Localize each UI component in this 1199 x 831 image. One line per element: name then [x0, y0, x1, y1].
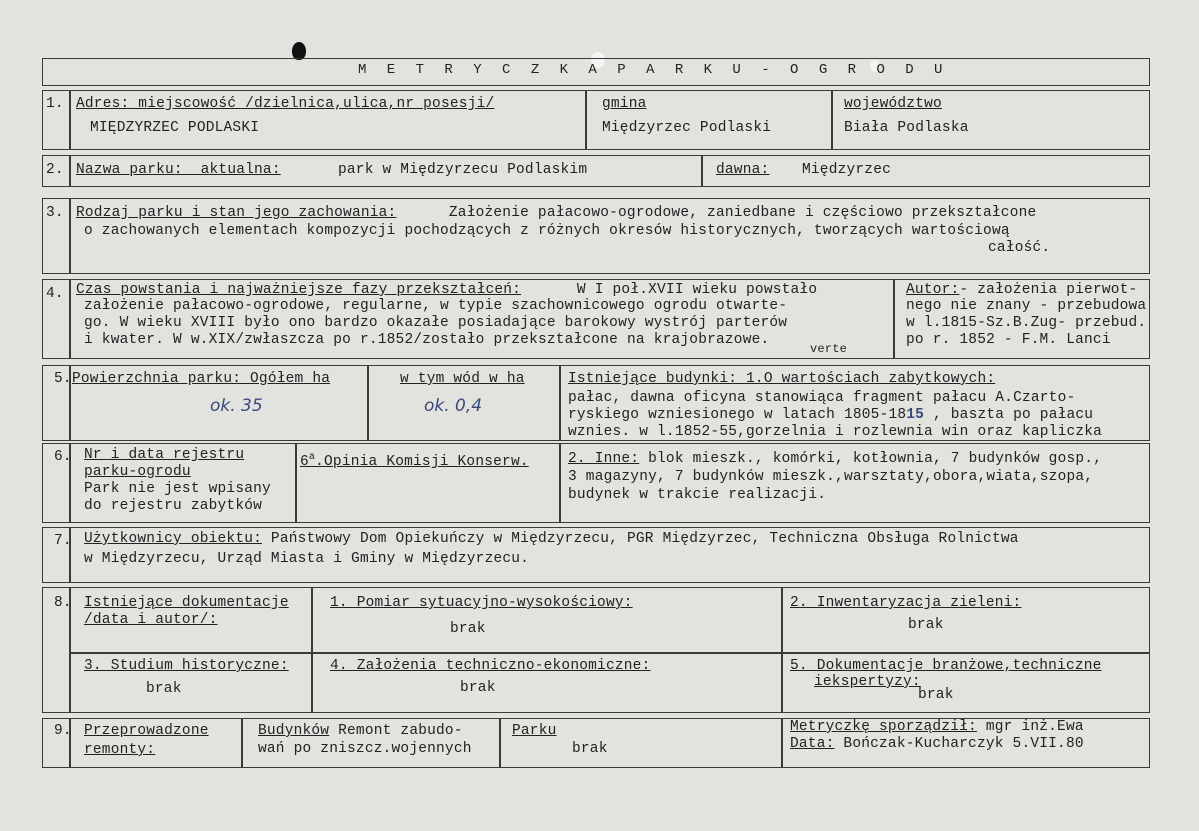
opinion-label-text: .Opinia Komisji Konserw.: [315, 453, 529, 470]
date-label: Data:: [790, 736, 835, 752]
opinion-label: [300, 448, 529, 472]
repairs-park-value: brak: [572, 741, 608, 757]
park-type-label: Rodzaj parku i stan jego zachowania:: [76, 205, 397, 221]
area-value: ok. 35: [210, 396, 263, 416]
registry-value-line2: do rejestru zabytków: [84, 498, 263, 514]
buildings-line2-rest: , baszta po pałacu: [924, 407, 1094, 423]
row9-number: 9.: [54, 723, 72, 739]
other-line1: blok mieszk., komórki, kotłownia, 7 budynków gosp.,: [639, 451, 1103, 467]
registry-label-line2: parku-ogrodu: [84, 464, 191, 480]
row6-number: 6.: [54, 449, 72, 465]
users-line1: [84, 530, 1019, 549]
history-line2: założenie pałacowo-ogrodowe, regularne, w typie szachownicowego ogrodu otwarte-: [84, 298, 788, 314]
row2-number: 2.: [46, 162, 64, 178]
historical-study-label: 3. Studium historyczne:: [84, 658, 289, 674]
former-name-label: dawna:: [716, 162, 770, 178]
repairs-buildings-text: Remont zabudo-: [329, 723, 463, 739]
docs-label-line2: /data i autor/:: [84, 612, 218, 628]
repairs-buildings-line2: wań po zniszcz.wojennych: [258, 741, 472, 757]
author-line2: nego nie znany - przebudowa: [906, 298, 1147, 314]
technical-economic-label: 4. Założenia techniczno-ekonomiczne:: [330, 658, 651, 674]
users-line2: w Międzyrzecu, Urząd Miasta i Gminy w Międzyrzecu.: [84, 551, 530, 567]
author-label-text: Autor:: [906, 282, 960, 298]
repairs-label-line2: remonty:: [84, 742, 156, 758]
repairs-label-line1: Przeprowadzone: [84, 723, 209, 739]
author-line4: po r. 1852 - F.M. Lanci: [906, 332, 1111, 348]
park-type-line3: całość.: [988, 240, 1051, 256]
greenery-value: brak: [908, 617, 944, 633]
opinion-superscript: a: [308, 452, 316, 463]
buildings-line1: pałac, dawna oficyna stanowiąca fragment pałacu A.Czarto-: [568, 390, 1076, 406]
former-name-value: Międzyrzec: [802, 162, 892, 178]
history-label: Czas powstania i najważniejsze fazy przekształceń:: [76, 282, 522, 298]
row5-number: 5.: [54, 371, 72, 387]
buildings-line3: wznies. w l.1852-55,gorzelnia i rozlewnia win oraz kapliczka: [568, 424, 1103, 440]
row8-number: 8.: [54, 595, 72, 611]
history-line4: i kwater. W w.XIX/zwłaszcza po r.1852/zostało przekształcone na krajobrazowe.: [84, 332, 770, 348]
water-label: w tym wód w ha: [400, 371, 525, 387]
opinion-number: 6: [300, 453, 309, 470]
form-title: M E T R Y C Z K A P A R K U - O G R O D U: [358, 62, 949, 78]
users-label: Użytkownicy obiektu:: [84, 531, 263, 547]
voivodeship-value: Biała Podlaska: [844, 120, 969, 136]
historical-study-value: brak: [146, 681, 182, 697]
other-label: 2. Inne:: [568, 451, 640, 467]
row7-number: 7.: [54, 533, 72, 549]
survey-value: brak: [450, 621, 486, 637]
date-value: Bończak-Kucharczyk 5.VII.80: [834, 736, 1084, 752]
buildings-line2-text: ryskiego wzniesionego w latach 1805-18: [568, 407, 907, 423]
date-line: [790, 735, 1084, 754]
verte-note: verte: [810, 342, 848, 356]
park-type-line2: o zachowanych elementach kompozycji pochodzących z różnych okresów historycznych, tworzących wartościową: [84, 223, 1010, 239]
row1-number: 1.: [46, 96, 64, 112]
author-line1: - założenia pierwot-: [959, 282, 1138, 298]
prepared-by-label: Metryczkę sporządził:: [790, 719, 977, 735]
gmina-value: Międzyrzec Podlaski: [602, 120, 772, 136]
docs-label-line1: Istniejące dokumentacje: [84, 595, 289, 611]
history-line3: go. W wieku XVIII było ono bardzo okazałe posiadające barokowy wystrój parterów: [84, 315, 788, 331]
branch-docs-value: brak: [918, 687, 954, 703]
water-value: ok. 0,4: [424, 396, 483, 416]
park-name-value: park w Międzyrzecu Podlaskim: [338, 162, 588, 178]
area-label: Powierzchnia parku: Ogółem ha: [72, 371, 331, 387]
survey-label: 1. Pomiar sytuacyjno-wysokościowy:: [330, 595, 633, 611]
address-value: MIĘDZYRZEC PODLASKI: [90, 120, 260, 136]
technical-economic-value: brak: [460, 680, 496, 696]
greenery-label: 2. Inwentaryzacja zieleni:: [790, 595, 1022, 611]
other-buildings-line3: budynek w trakcie realizacji.: [568, 487, 827, 503]
users-line1-text: Państwowy Dom Opiekuńczy w Międzyrzecu, PGR Międzyrzec, Techniczna Obsługa Rolnictwa: [262, 531, 1019, 547]
buildings-line2-hand: 15: [906, 407, 925, 423]
repairs-buildings-line1: [258, 722, 463, 741]
branch-docs-label-line2: iekspertyzy:: [814, 674, 921, 690]
buildings-label: Istniejące budynki: 1.O wartościach zabytkowych:: [568, 371, 996, 387]
repairs-park-label: Parku: [512, 723, 557, 739]
address-label: Adres: miejscowość /dzielnica,ulica,nr posesji/: [76, 96, 495, 112]
gmina-label: gmina: [602, 96, 647, 112]
registry-label-line1: Nr i data rejestru: [84, 447, 245, 463]
branch-docs-label-line1: 5. Dokumentacje branżowe,techniczne: [790, 658, 1102, 674]
row3-number: 3.: [46, 205, 64, 221]
row4-number: 4.: [46, 286, 64, 302]
voivodeship-label: województwo: [844, 96, 942, 112]
prepared-by-value: mgr inż.Ewa: [976, 719, 1084, 735]
park-type-line1: Założenie pałacowo-ogrodowe, zaniedbane i częściowo przekształcone: [440, 205, 1037, 221]
history-line1: W I poł.XVII wieku powstało: [568, 282, 818, 298]
other-buildings-line1: [568, 450, 1102, 469]
other-buildings-line2: 3 magazyny, 7 budynków mieszk.,warsztaty,obora,wiata,szopa,: [568, 469, 1094, 485]
park-name-label: Nazwa parku: aktualna:: [76, 162, 281, 178]
registry-value-line1: Park nie jest wpisany: [84, 481, 271, 497]
author-line3: w l.1815-Sz.B.Zug- przebud.: [906, 315, 1147, 331]
repairs-buildings-label: Budynków: [258, 723, 330, 739]
